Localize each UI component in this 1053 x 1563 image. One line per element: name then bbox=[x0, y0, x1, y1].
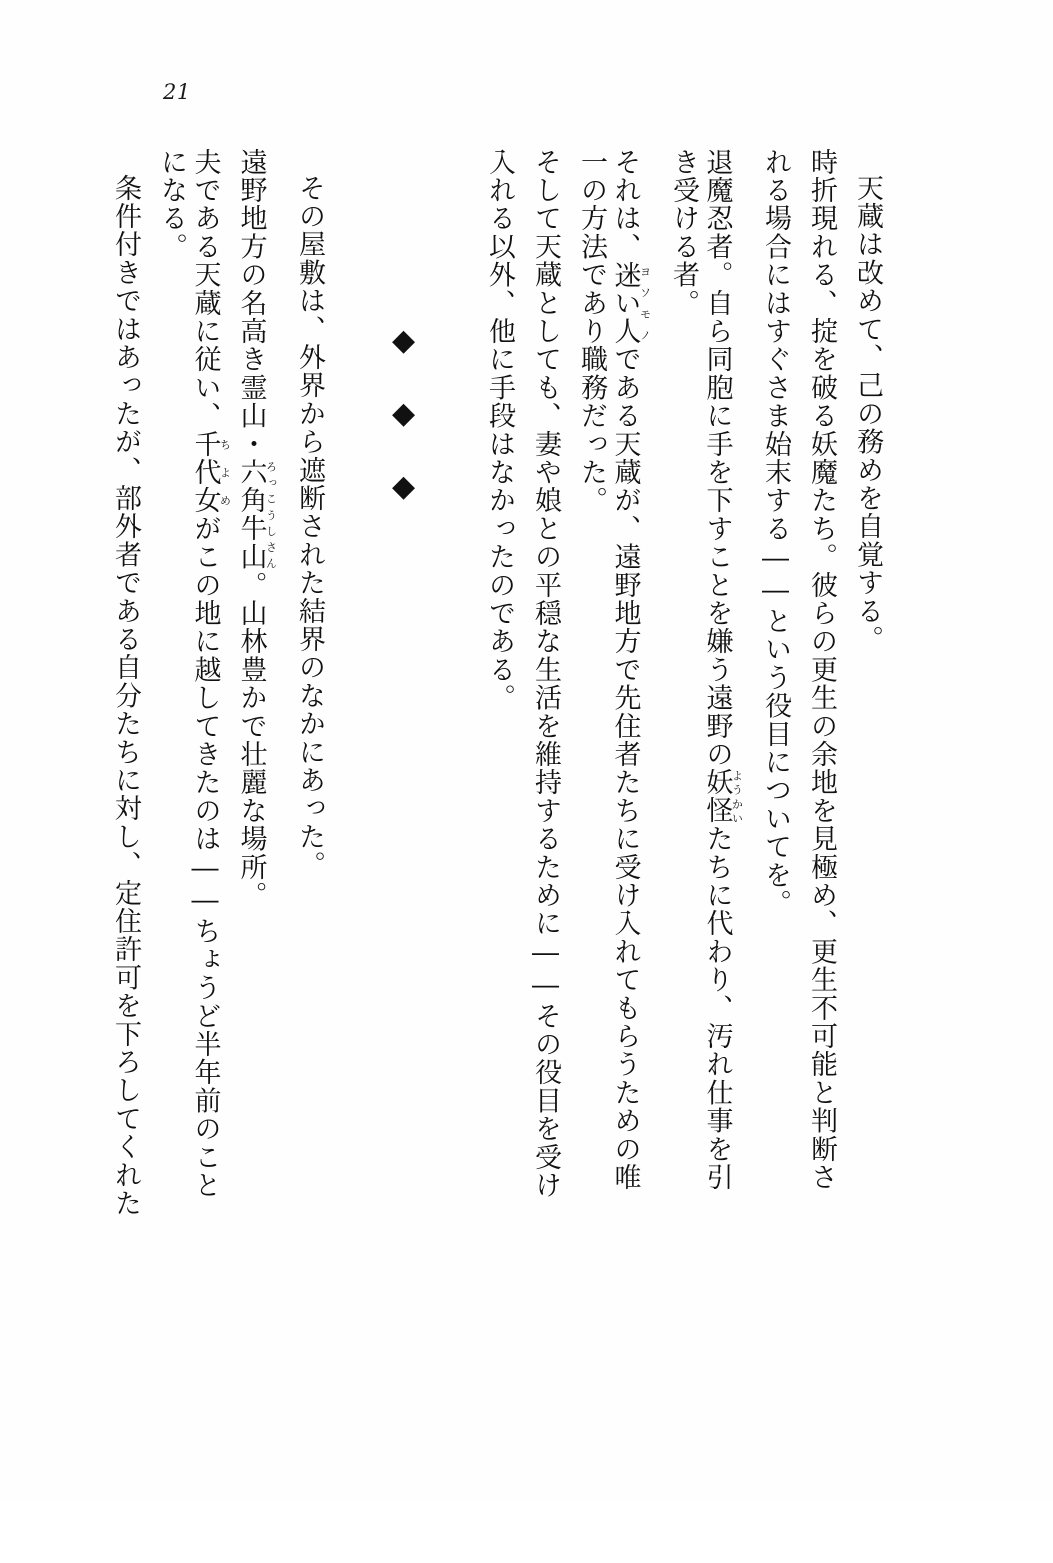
vertical-text-block bbox=[110, 148, 883, 1388]
ruby-rokkoushisan: 六角牛山ろっこうしさん bbox=[235, 458, 278, 572]
text-column: 天蔵は改めて、己の務めを自覚する。 bbox=[852, 174, 883, 654]
ruby-reading: ちよめ bbox=[218, 430, 232, 515]
text-column-ruby-youkai: 退魔忍者。自ら同胞に手を下すことを嫌う遠野の妖怪ようかいたちに代わり、汚れ仕事を引 bbox=[701, 148, 744, 1192]
text-column: その屋敷は、外界から遮断された結界のなかにあった。 bbox=[294, 174, 325, 879]
page-number: 21 bbox=[163, 80, 191, 104]
text-column-ruby-rokkoushisan: 遠野地方の名高き霊山・六角牛山ろっこうしさん。山林豊かで壮麗な場所。 bbox=[235, 148, 278, 910]
ruby-reading: ろっこうしさん bbox=[264, 458, 278, 571]
column-gap bbox=[323, 148, 375, 1388]
text-column-ruby-yosomono: それは、迷い人ヨソモノである天蔵が、遠野地方で先住者たちに受け入れてもらうための唯 bbox=[609, 148, 652, 1192]
ruby-youkai: 妖怪ようかい bbox=[701, 768, 744, 825]
ruby-chiyome: 千代女ちよめ bbox=[189, 430, 232, 515]
text-column: 一の方法であり職務だった。 bbox=[576, 148, 607, 515]
text-column: き受ける者。 bbox=[668, 148, 699, 318]
column-gap bbox=[421, 148, 467, 1388]
text-column: になる。 bbox=[156, 148, 187, 261]
text-column-ruby-chiyome: 夫である天蔵に従い、千代女ちよめがこの地に越してきたのは――ちょうど半年前のこと bbox=[189, 148, 232, 1200]
ruby-reading: ようかい bbox=[730, 768, 744, 825]
text-column: れる場合にはすぐさま始末する――という役目についてを。 bbox=[760, 148, 791, 918]
text-column: 条件付きではあったが、部外者である自分たちに対し、定住許可を下ろしてくれた bbox=[110, 174, 141, 1218]
text-column: 入れる以外、他に手段はなかったのである。 bbox=[484, 148, 515, 712]
ruby-reading: ヨソモノ bbox=[638, 260, 652, 346]
scene-break-diamonds: ◆◆◆ bbox=[386, 323, 421, 542]
text-column: そして天蔵としても、妻や娘との平穏な生活を維持するために――その役目を受け bbox=[530, 148, 561, 1200]
text-column: 時折現れる、掟を破る妖魔たち。彼らの更生の余地を見極め、更生不可能と判断さ bbox=[806, 148, 837, 1192]
ruby-yosomono: 迷い人ヨソモノ bbox=[609, 260, 652, 346]
